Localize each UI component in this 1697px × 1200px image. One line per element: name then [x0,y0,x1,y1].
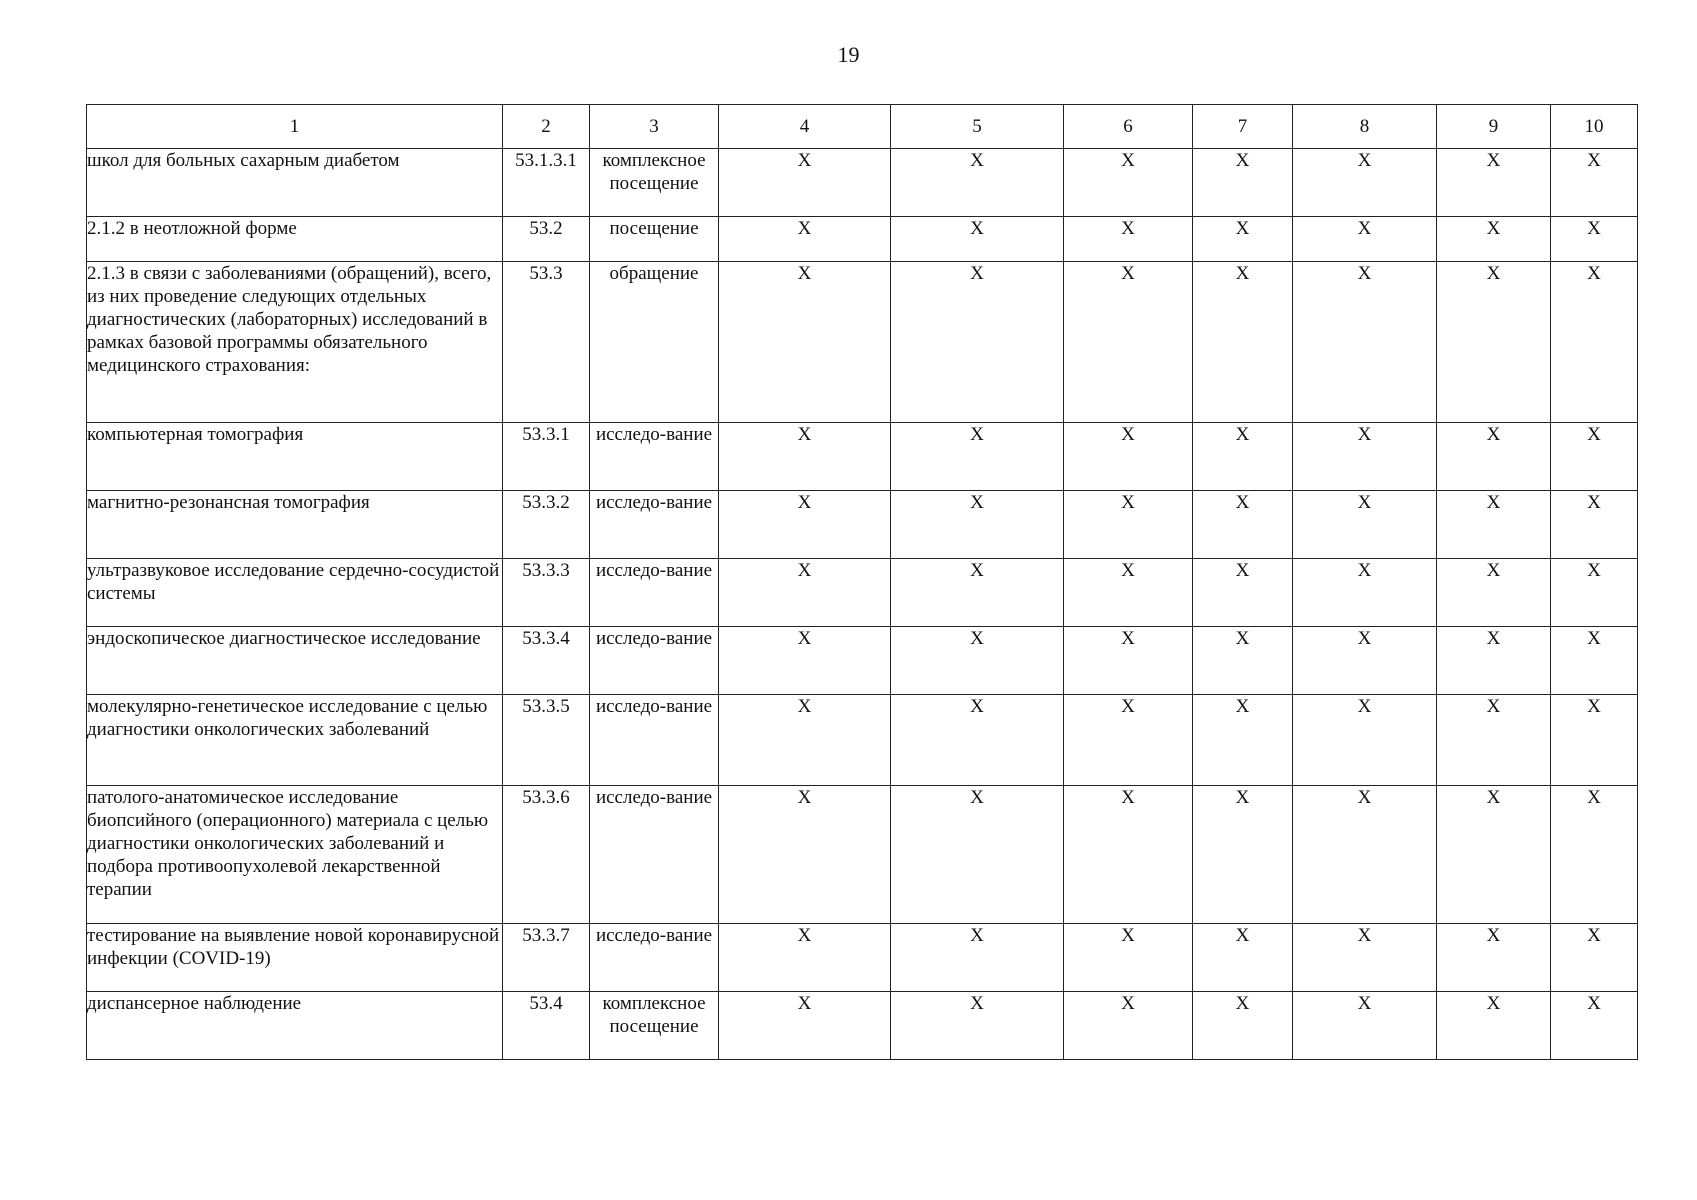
value-cell: X [719,491,891,559]
value-cell: X [1193,149,1293,217]
value-cell: X [891,262,1064,423]
value-cell: X [1293,262,1437,423]
value-cell: X [891,491,1064,559]
value-cell: X [891,695,1064,786]
value-cell: X [1551,217,1638,262]
value-cell: X [1551,149,1638,217]
value-cell: X [1551,423,1638,491]
value-cell: X [891,423,1064,491]
value-cell: X [1064,924,1193,992]
table-row [87,627,1638,695]
row-unit-cell: исследо-вание [590,695,719,786]
table-row [87,491,1638,559]
row-unit-cell: исследо-вание [590,786,719,924]
value-cell: X [719,627,891,695]
row-unit-cell: исследо-вание [590,423,719,491]
value-cell: X [1293,149,1437,217]
value-cell: X [1551,559,1638,627]
column-header: 4 [719,105,891,149]
value-cell: X [1064,149,1193,217]
value-cell: X [1293,786,1437,924]
column-header: 9 [1437,105,1551,149]
table-row [87,559,1638,627]
value-cell: X [1064,423,1193,491]
row-name-cell: эндоскопическое диагностическое исследование [87,627,503,695]
page-number: 19 [837,42,860,67]
header-row [87,105,1638,149]
row-unit-cell: исследо-вание [590,491,719,559]
table-row [87,423,1638,491]
row-name-cell: школ для больных сахарным диабетом [87,149,503,217]
value-cell: X [1437,217,1551,262]
row-unit-cell: обращение [590,262,719,423]
value-cell: X [719,423,891,491]
row-name-cell: диспансерное наблюдение [87,992,503,1060]
value-cell: X [1293,491,1437,559]
value-cell: X [1064,491,1193,559]
row-unit-cell: исследо-вание [590,924,719,992]
value-cell: X [1551,786,1638,924]
row-name-cell: ультразвуковое исследование сердечно-сосудистой системы [87,559,503,627]
value-cell: X [1551,992,1638,1060]
value-cell: X [1293,992,1437,1060]
table-row [87,695,1638,786]
value-cell: X [1064,992,1193,1060]
column-header: 6 [1064,105,1193,149]
row-name-cell: молекулярно-генетическое исследование с целью диагностики онкологических заболеваний [87,695,503,786]
value-cell: X [891,924,1064,992]
table-row [87,217,1638,262]
value-cell: X [891,992,1064,1060]
row-name-cell: тестирование на выявление новой коронавирусной инфекции (COVID-19) [87,924,503,992]
value-cell: X [1193,786,1293,924]
value-cell: X [891,217,1064,262]
column-header: 8 [1293,105,1437,149]
value-cell: X [1437,627,1551,695]
row-unit-cell: комплексное посещение [590,992,719,1060]
value-cell: X [1293,695,1437,786]
value-cell: X [1551,924,1638,992]
row-code-cell: 53.1.3.1 [503,149,590,217]
value-cell: X [1193,423,1293,491]
row-name-cell: магнитно-резонансная томография [87,491,503,559]
value-cell: X [1193,992,1293,1060]
value-cell: X [719,149,891,217]
column-header: 5 [891,105,1064,149]
row-unit-cell: посещение [590,217,719,262]
value-cell: X [1551,627,1638,695]
value-cell: X [891,627,1064,695]
value-cell: X [1193,627,1293,695]
data-table [86,104,1638,1060]
value-cell: X [1437,423,1551,491]
column-header: 10 [1551,105,1638,149]
table-row [87,262,1638,423]
value-cell: X [1437,695,1551,786]
value-cell: X [1193,695,1293,786]
value-cell: X [1437,559,1551,627]
value-cell: X [1193,491,1293,559]
value-cell: X [1437,992,1551,1060]
value-cell: X [891,559,1064,627]
table-row [87,992,1638,1060]
row-code-cell: 53.3.6 [503,786,590,924]
value-cell: X [1064,559,1193,627]
value-cell: X [1437,149,1551,217]
value-cell: X [891,149,1064,217]
row-code-cell: 53.4 [503,992,590,1060]
value-cell: X [719,695,891,786]
value-cell: X [1437,491,1551,559]
value-cell: X [1551,491,1638,559]
value-cell: X [1193,924,1293,992]
column-header: 3 [590,105,719,149]
value-cell: X [1193,262,1293,423]
row-unit-cell: исследо-вание [590,559,719,627]
row-name-cell: патолого-анатомическое исследование биопсийного (операционного) материала с целью диагностики онкологических заболеваний и подбора противоопухолевой лекарственной терапии [87,786,503,924]
table-row [87,149,1638,217]
row-code-cell: 53.3 [503,262,590,423]
value-cell: X [719,262,891,423]
value-cell: X [1551,695,1638,786]
value-cell: X [719,992,891,1060]
row-name-cell: 2.1.3 в связи с заболеваниями (обращений), всего, из них проведение следующих отдельных диагностических (лабораторных) исследований в рамках базовой программы обязательного медицинского страхования: [87,262,503,423]
value-cell: X [1437,786,1551,924]
value-cell: X [1551,262,1638,423]
value-cell: X [1193,559,1293,627]
value-cell: X [1437,262,1551,423]
column-header: 2 [503,105,590,149]
row-name-cell: 2.1.2 в неотложной форме [87,217,503,262]
table-row [87,786,1638,924]
row-code-cell: 53.2 [503,217,590,262]
value-cell: X [1293,924,1437,992]
row-code-cell: 53.3.4 [503,627,590,695]
value-cell: X [719,924,891,992]
value-cell: X [1293,627,1437,695]
value-cell: X [1064,786,1193,924]
value-cell: X [719,217,891,262]
row-code-cell: 53.3.7 [503,924,590,992]
value-cell: X [1437,924,1551,992]
row-code-cell: 53.3.5 [503,695,590,786]
row-code-cell: 53.3.3 [503,559,590,627]
value-cell: X [1064,217,1193,262]
value-cell: X [1293,559,1437,627]
row-code-cell: 53.3.1 [503,423,590,491]
row-unit-cell: исследо-вание [590,627,719,695]
column-header: 1 [87,105,503,149]
row-name-cell: компьютерная томография [87,423,503,491]
value-cell: X [1064,695,1193,786]
value-cell: X [1064,262,1193,423]
value-cell: X [1193,217,1293,262]
value-cell: X [719,559,891,627]
row-unit-cell: комплексное посещение [590,149,719,217]
value-cell: X [1064,627,1193,695]
value-cell: X [719,786,891,924]
column-header: 7 [1193,105,1293,149]
value-cell: X [1293,217,1437,262]
value-cell: X [891,786,1064,924]
value-cell: X [1293,423,1437,491]
table-row [87,924,1638,992]
row-code-cell: 53.3.2 [503,491,590,559]
